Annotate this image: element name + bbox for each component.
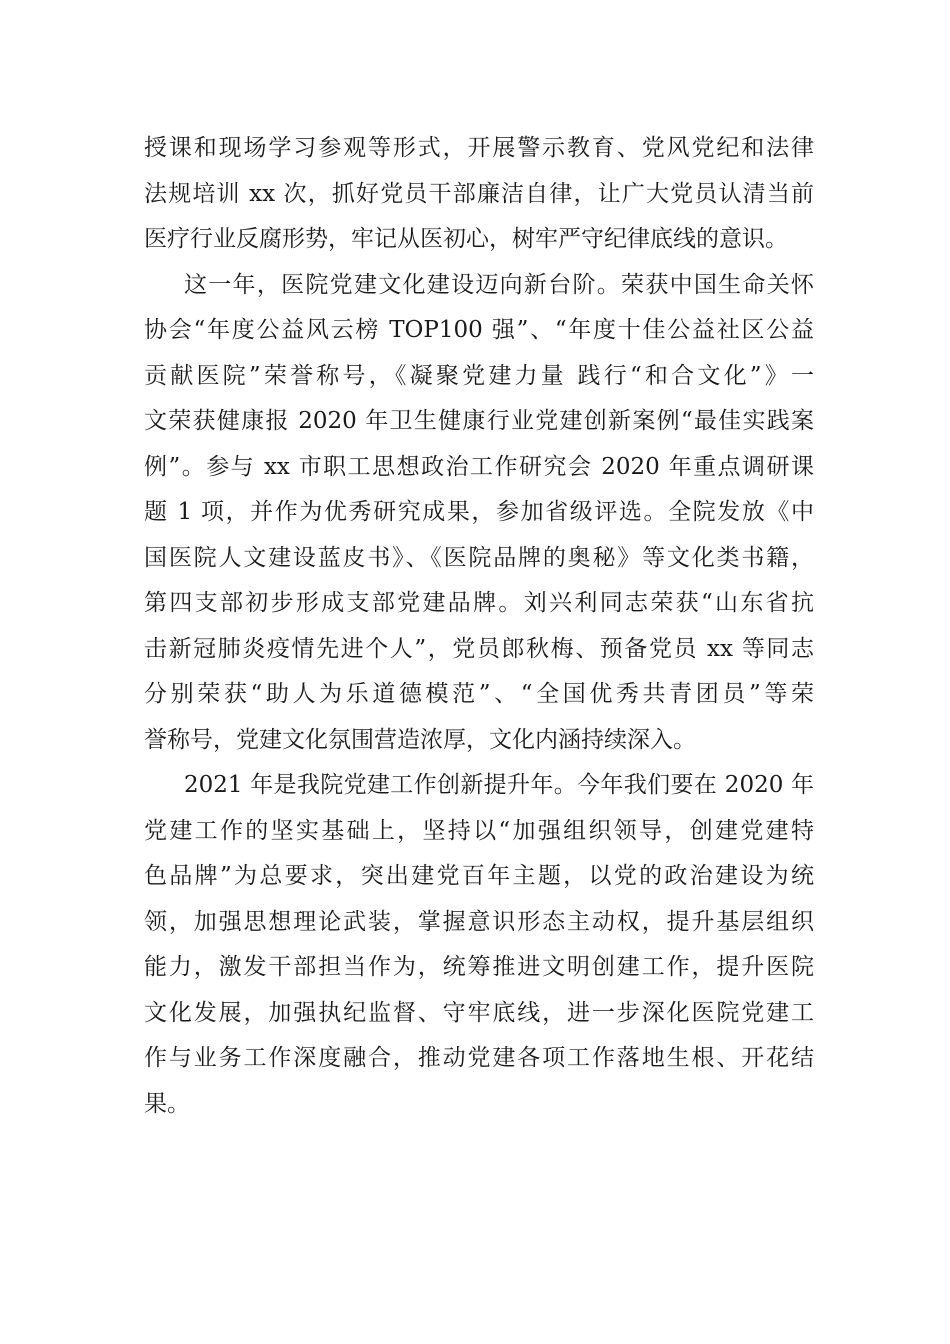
paragraph-line: 色品牌”为总要求，突出建党百年主题，以党的政治建设为统 <box>144 863 814 889</box>
paragraph-line: 分别荣获“助人为乐道德模范”、“全国优秀共青团员”等荣 <box>144 681 814 707</box>
paragraph-2 <box>144 263 814 764</box>
document-body <box>144 126 814 1127</box>
paragraph-line: 果。 <box>144 1090 190 1117</box>
paragraph-3 <box>144 763 814 1127</box>
paragraph-line: 誉称号，党建文化氛围营造浓厚，文化内涵持续深入。 <box>144 726 696 753</box>
paragraph-line: 这一年，医院党建文化建设迈向新台阶。荣获中国生命关怀 <box>184 271 814 298</box>
paragraph-line: 击新冠肺炎疫情先进个人”，党员郎秋梅、预备党员 xx 等同志 <box>144 635 814 662</box>
paragraph-line: 党建工作的坚实基础上，坚持以“加强组织领导，创建党建特 <box>144 817 814 844</box>
paragraph-line: 贡献医院”荣誉称号，《凝聚党建力量 践行“和合文化”》一 <box>144 362 814 389</box>
paragraph-line: 作与业务工作深度融合，推动党建各项工作落地生根、开花结 <box>144 1045 814 1071</box>
paragraph-1 <box>144 126 814 263</box>
paragraph-line: 领，加强思想理论武装，掌握意识形态主动权，提升基层组织 <box>144 908 814 935</box>
paragraph-line: 文化发展，加强执纪监督、守牢底线，进一步深化医院党建工 <box>144 999 814 1026</box>
paragraph-line: 能力，激发干部担当作为，统筹推进文明创建工作，提升医院 <box>144 954 814 980</box>
paragraph-line: 例”。参与 xx 市职工思想政治工作研究会 2020 年重点调研课 <box>144 453 814 480</box>
paragraph-line: 协会“年度公益风云榜 TOP100 强”、“年度十佳公益社区公益 <box>144 317 814 343</box>
paragraph-line: 文荣获健康报 2020 年卫生健康行业党建创新案例“最佳实践案 <box>144 408 814 434</box>
paragraph-line: 国医院人文建设蓝皮书》、《医院品牌的奥秘》等文化类书籍， <box>144 544 814 571</box>
paragraph-line: 授课和现场学习参观等形式，开展警示教育、党风党纪和法律 <box>144 135 814 161</box>
paragraph-line: 第四支部初步形成支部党建品牌。刘兴利同志荣获“山东省抗 <box>144 590 814 616</box>
paragraph-line: 2021 年是我院党建工作创新提升年。今年我们要在 2020 年 <box>184 772 814 798</box>
paragraph-line: 法规培训 xx 次，抓好党员干部廉洁自律，让广大党员认清当前 <box>144 180 814 207</box>
paragraph-line: 题 1 项，并作为优秀研究成果，参加省级评选。全院发放《中 <box>144 499 814 525</box>
paragraph-line: 医疗行业反腐形势，牢记从医初心，树牢严守纪律底线的意识。 <box>144 226 788 252</box>
